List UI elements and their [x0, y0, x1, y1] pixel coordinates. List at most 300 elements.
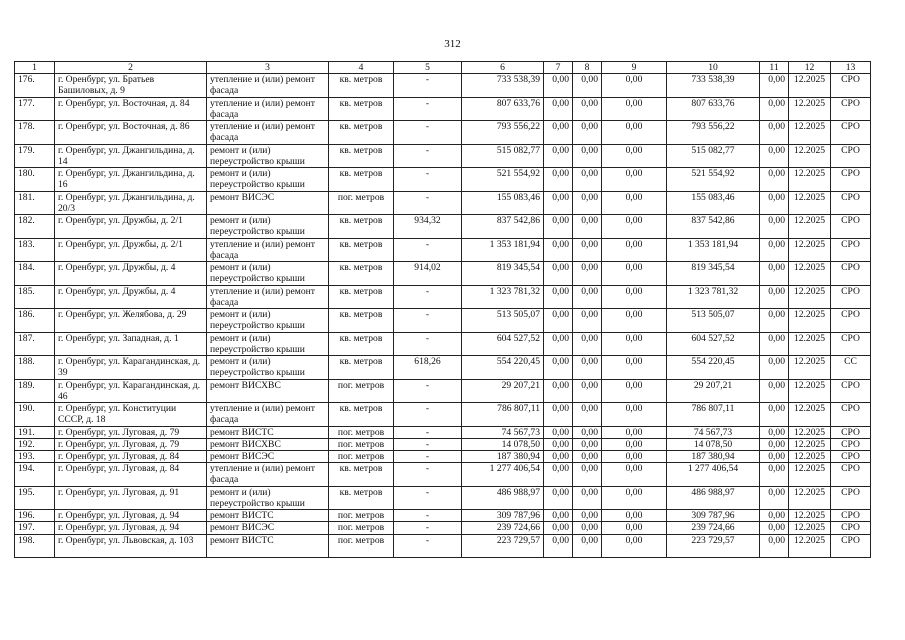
unit-cell: кв. метров	[329, 168, 394, 192]
deadline-cell: 12.2025	[789, 438, 831, 450]
column-header: 8	[573, 62, 602, 74]
fund-cell: 0,00	[760, 332, 789, 356]
fund-cell: 0,00	[573, 356, 602, 380]
fund-cell: 0,00	[760, 262, 789, 286]
owner-funds-cell: 239 724,66	[667, 522, 760, 534]
row-number: 186.	[15, 309, 55, 333]
row-number: 190.	[15, 403, 55, 427]
unit-cell: кв. метров	[329, 486, 394, 510]
method-cell: СРО	[831, 522, 871, 534]
row-number: 192.	[15, 438, 55, 450]
unit-cell: пог. метров	[329, 510, 394, 522]
method-cell: СРО	[831, 238, 871, 262]
fund-cell: 0,00	[760, 438, 789, 450]
column-header: 4	[329, 62, 394, 74]
fund-cell: 0,00	[544, 309, 573, 333]
unit-cell: пог. метров	[329, 379, 394, 403]
work-type-cell: утепление и (или) ремонт фасада	[207, 121, 329, 145]
fund-cell: 0,00	[760, 379, 789, 403]
total-cost-cell: 74 567,73	[462, 426, 544, 438]
row-number: 183.	[15, 238, 55, 262]
table-row	[15, 356, 871, 380]
fund-cell: 0,00	[602, 510, 667, 522]
table-row	[15, 121, 871, 145]
fund-cell: 0,00	[760, 168, 789, 192]
fund-cell: 0,00	[573, 438, 602, 450]
quantity-cell: -	[394, 191, 462, 215]
fund-cell: 0,00	[760, 450, 789, 462]
deadline-cell: 12.2025	[789, 486, 831, 510]
fund-cell: 0,00	[602, 285, 667, 309]
table-row	[15, 285, 871, 309]
fund-cell: 0,00	[573, 238, 602, 262]
work-type-cell: ремонт и (или) переустройство крыши	[207, 309, 329, 333]
owner-funds-cell: 1 353 181,94	[667, 238, 760, 262]
fund-cell: 0,00	[760, 510, 789, 522]
address-cell: г. Оренбург, ул. Братьев Башиловых, д. 9	[55, 74, 207, 98]
row-number: 194.	[15, 463, 55, 487]
address-cell: г. Оренбург, ул. Желябова, д. 29	[55, 309, 207, 333]
work-type-cell: ремонт ВИСТС	[207, 426, 329, 438]
fund-cell: 0,00	[602, 379, 667, 403]
unit-cell: кв. метров	[329, 74, 394, 98]
owner-funds-cell: 223 729,57	[667, 534, 760, 558]
header-row	[15, 62, 871, 74]
owner-funds-cell: 29 207,21	[667, 379, 760, 403]
fund-cell: 0,00	[602, 426, 667, 438]
work-type-cell: ремонт и (или) переустройство крыши	[207, 168, 329, 192]
row-number: 177.	[15, 97, 55, 121]
deadline-cell: 12.2025	[789, 285, 831, 309]
total-cost-cell: 223 729,57	[462, 534, 544, 558]
fund-cell: 0,00	[573, 215, 602, 239]
fund-cell: 0,00	[573, 332, 602, 356]
total-cost-cell: 1 323 781,32	[462, 285, 544, 309]
total-cost-cell: 786 807,11	[462, 403, 544, 427]
deadline-cell: 12.2025	[789, 74, 831, 98]
fund-cell: 0,00	[760, 74, 789, 98]
work-type-cell: утепление и (или) ремонт фасада	[207, 97, 329, 121]
total-cost-cell: 521 554,92	[462, 168, 544, 192]
unit-cell: кв. метров	[329, 356, 394, 380]
address-cell: г. Оренбург, ул. Карагандинская, д. 46	[55, 379, 207, 403]
table-row	[15, 486, 871, 510]
method-cell: СРО	[831, 332, 871, 356]
method-cell: СРО	[831, 463, 871, 487]
method-cell: СРО	[831, 309, 871, 333]
quantity-cell: -	[394, 403, 462, 427]
quantity-cell: -	[394, 426, 462, 438]
column-header: 1	[15, 62, 55, 74]
fund-cell: 0,00	[760, 534, 789, 558]
row-number: 179.	[15, 144, 55, 168]
fund-cell: 0,00	[602, 463, 667, 487]
fund-cell: 0,00	[573, 403, 602, 427]
owner-funds-cell: 187 380,94	[667, 450, 760, 462]
work-type-cell: ремонт и (или) переустройство крыши	[207, 215, 329, 239]
unit-cell: пог. метров	[329, 426, 394, 438]
unit-cell: пог. метров	[329, 438, 394, 450]
address-cell: г. Оренбург, ул. Львовская, д. 103	[55, 534, 207, 558]
address-cell: г. Оренбург, ул. Луговая, д. 94	[55, 510, 207, 522]
method-cell: СРО	[831, 510, 871, 522]
address-cell: г. Оренбург, ул. Луговая, д. 84	[55, 463, 207, 487]
quantity-cell: -	[394, 522, 462, 534]
row-number: 197.	[15, 522, 55, 534]
deadline-cell: 12.2025	[789, 215, 831, 239]
unit-cell: кв. метров	[329, 97, 394, 121]
address-cell: г. Оренбург, ул. Джангильдина, д. 16	[55, 168, 207, 192]
fund-cell: 0,00	[602, 262, 667, 286]
work-type-cell: утепление и (или) ремонт фасада	[207, 285, 329, 309]
owner-funds-cell: 155 083,46	[667, 191, 760, 215]
table-row	[15, 168, 871, 192]
column-header: 3	[207, 62, 329, 74]
fund-cell: 0,00	[760, 144, 789, 168]
row-number: 181.	[15, 191, 55, 215]
fund-cell: 0,00	[602, 309, 667, 333]
unit-cell: пог. метров	[329, 191, 394, 215]
fund-cell: 0,00	[544, 74, 573, 98]
address-cell: г. Оренбург, ул. Луговая, д. 84	[55, 450, 207, 462]
method-cell: СРО	[831, 486, 871, 510]
fund-cell: 0,00	[544, 426, 573, 438]
address-cell: г. Оренбург, ул. Луговая, д. 79	[55, 438, 207, 450]
fund-cell: 0,00	[602, 97, 667, 121]
table-row	[15, 191, 871, 215]
fund-cell: 0,00	[573, 463, 602, 487]
table-row	[15, 522, 871, 534]
work-type-cell: ремонт и (или) переустройство крыши	[207, 332, 329, 356]
table-row	[15, 379, 871, 403]
work-type-cell: ремонт ВИСЭС	[207, 450, 329, 462]
fund-cell: 0,00	[544, 379, 573, 403]
quantity-cell: -	[394, 121, 462, 145]
work-type-cell: утепление и (или) ремонт фасада	[207, 463, 329, 487]
owner-funds-cell: 14 078,50	[667, 438, 760, 450]
unit-cell: кв. метров	[329, 262, 394, 286]
row-number: 182.	[15, 215, 55, 239]
fund-cell: 0,00	[760, 463, 789, 487]
table-row	[15, 510, 871, 522]
fund-cell: 0,00	[544, 438, 573, 450]
fund-cell: 0,00	[544, 522, 573, 534]
unit-cell: пог. метров	[329, 522, 394, 534]
fund-cell: 0,00	[602, 238, 667, 262]
unit-cell: кв. метров	[329, 463, 394, 487]
fund-cell: 0,00	[573, 121, 602, 145]
row-number: 180.	[15, 168, 55, 192]
fund-cell: 0,00	[760, 285, 789, 309]
fund-cell: 0,00	[602, 450, 667, 462]
fund-cell: 0,00	[544, 510, 573, 522]
fund-cell: 0,00	[760, 215, 789, 239]
fund-cell: 0,00	[544, 534, 573, 558]
fund-cell: 0,00	[544, 191, 573, 215]
fund-cell: 0,00	[544, 356, 573, 380]
fund-cell: 0,00	[573, 450, 602, 462]
deadline-cell: 12.2025	[789, 309, 831, 333]
fund-cell: 0,00	[544, 144, 573, 168]
deadline-cell: 12.2025	[789, 168, 831, 192]
deadline-cell: 12.2025	[789, 356, 831, 380]
fund-cell: 0,00	[760, 356, 789, 380]
deadline-cell: 12.2025	[789, 97, 831, 121]
method-cell: СРО	[831, 379, 871, 403]
total-cost-cell: 187 380,94	[462, 450, 544, 462]
fund-cell: 0,00	[760, 403, 789, 427]
owner-funds-cell: 793 556,22	[667, 121, 760, 145]
work-type-cell: ремонт и (или) переустройство крыши	[207, 356, 329, 380]
table-row	[15, 534, 871, 558]
address-cell: г. Оренбург, ул. Восточная, д. 84	[55, 97, 207, 121]
owner-funds-cell: 1 277 406,54	[667, 463, 760, 487]
fund-cell: 0,00	[602, 121, 667, 145]
method-cell: СРО	[831, 168, 871, 192]
total-cost-cell: 14 078,50	[462, 438, 544, 450]
deadline-cell: 12.2025	[789, 262, 831, 286]
quantity-cell: -	[394, 438, 462, 450]
fund-cell: 0,00	[573, 510, 602, 522]
row-number: 198.	[15, 534, 55, 558]
total-cost-cell: 1 277 406,54	[462, 463, 544, 487]
fund-cell: 0,00	[544, 215, 573, 239]
quantity-cell: -	[394, 285, 462, 309]
owner-funds-cell: 309 787,96	[667, 510, 760, 522]
work-type-cell: ремонт ВИСТС	[207, 534, 329, 558]
fund-cell: 0,00	[544, 450, 573, 462]
fund-cell: 0,00	[573, 379, 602, 403]
unit-cell: кв. метров	[329, 144, 394, 168]
work-type-cell: ремонт и (или) переустройство крыши	[207, 262, 329, 286]
quantity-cell: -	[394, 534, 462, 558]
method-cell: СРО	[831, 144, 871, 168]
work-type-cell: ремонт ВИСХВС	[207, 438, 329, 450]
fund-cell: 0,00	[573, 74, 602, 98]
fund-cell: 0,00	[573, 522, 602, 534]
owner-funds-cell: 786 807,11	[667, 403, 760, 427]
total-cost-cell: 837 542,86	[462, 215, 544, 239]
unit-cell: пог. метров	[329, 450, 394, 462]
method-cell: СРО	[831, 215, 871, 239]
total-cost-cell: 513 505,07	[462, 309, 544, 333]
owner-funds-cell: 604 527,52	[667, 332, 760, 356]
fund-cell: 0,00	[544, 97, 573, 121]
row-number: 176.	[15, 74, 55, 98]
method-cell: СС	[831, 356, 871, 380]
unit-cell: кв. метров	[329, 332, 394, 356]
table-row	[15, 238, 871, 262]
total-cost-cell: 819 345,54	[462, 262, 544, 286]
deadline-cell: 12.2025	[789, 191, 831, 215]
column-header: 13	[831, 62, 871, 74]
fund-cell: 0,00	[573, 486, 602, 510]
fund-cell: 0,00	[602, 191, 667, 215]
address-cell: г. Оренбург, ул. Дружбы, д. 4	[55, 262, 207, 286]
quantity-cell: -	[394, 486, 462, 510]
total-cost-cell: 239 724,66	[462, 522, 544, 534]
fund-cell: 0,00	[602, 438, 667, 450]
fund-cell: 0,00	[760, 426, 789, 438]
total-cost-cell: 515 082,77	[462, 144, 544, 168]
table-row	[15, 332, 871, 356]
quantity-cell: -	[394, 463, 462, 487]
deadline-cell: 12.2025	[789, 238, 831, 262]
total-cost-cell: 554 220,45	[462, 356, 544, 380]
column-header: 6	[462, 62, 544, 74]
fund-cell: 0,00	[602, 403, 667, 427]
deadline-cell: 12.2025	[789, 534, 831, 558]
fund-cell: 0,00	[544, 168, 573, 192]
row-number: 184.	[15, 262, 55, 286]
fund-cell: 0,00	[573, 97, 602, 121]
fund-cell: 0,00	[760, 309, 789, 333]
deadline-cell: 12.2025	[789, 121, 831, 145]
fund-cell: 0,00	[544, 285, 573, 309]
owner-funds-cell: 1 323 781,32	[667, 285, 760, 309]
unit-cell: кв. метров	[329, 215, 394, 239]
row-number: 188.	[15, 356, 55, 380]
deadline-cell: 12.2025	[789, 426, 831, 438]
method-cell: СРО	[831, 450, 871, 462]
deadline-cell: 12.2025	[789, 463, 831, 487]
method-cell: СРО	[831, 534, 871, 558]
fund-cell: 0,00	[544, 486, 573, 510]
address-cell: г. Оренбург, ул. Джангильдина, д. 14	[55, 144, 207, 168]
total-cost-cell: 807 633,76	[462, 97, 544, 121]
deadline-cell: 12.2025	[789, 450, 831, 462]
fund-cell: 0,00	[544, 463, 573, 487]
quantity-cell: -	[394, 238, 462, 262]
total-cost-cell: 486 988,97	[462, 486, 544, 510]
work-type-cell: ремонт ВИСТС	[207, 510, 329, 522]
table-row	[15, 463, 871, 487]
method-cell: СРО	[831, 438, 871, 450]
method-cell: СРО	[831, 97, 871, 121]
work-type-cell: ремонт ВИСЭС	[207, 191, 329, 215]
deadline-cell: 12.2025	[789, 522, 831, 534]
address-cell: г. Оренбург, ул. Конституции СССР, д. 18	[55, 403, 207, 427]
row-number: 178.	[15, 121, 55, 145]
fund-cell: 0,00	[760, 522, 789, 534]
total-cost-cell: 733 538,39	[462, 74, 544, 98]
method-cell: СРО	[831, 403, 871, 427]
total-cost-cell: 604 527,52	[462, 332, 544, 356]
unit-cell: кв. метров	[329, 309, 394, 333]
fund-cell: 0,00	[573, 262, 602, 286]
address-cell: г. Оренбург, ул. Западная, д. 1	[55, 332, 207, 356]
table-row	[15, 450, 871, 462]
fund-cell: 0,00	[573, 168, 602, 192]
table-row	[15, 262, 871, 286]
table-row	[15, 74, 871, 98]
fund-cell: 0,00	[760, 121, 789, 145]
fund-cell: 0,00	[573, 285, 602, 309]
fund-cell: 0,00	[602, 522, 667, 534]
quantity-cell: -	[394, 168, 462, 192]
address-cell: г. Оренбург, ул. Луговая, д. 79	[55, 426, 207, 438]
method-cell: СРО	[831, 74, 871, 98]
fund-cell: 0,00	[573, 309, 602, 333]
fund-cell: 0,00	[602, 486, 667, 510]
work-type-cell: утепление и (или) ремонт фасада	[207, 74, 329, 98]
column-header: 5	[394, 62, 462, 74]
unit-cell: кв. метров	[329, 403, 394, 427]
row-number: 191.	[15, 426, 55, 438]
quantity-cell: -	[394, 74, 462, 98]
work-type-cell: утепление и (или) ремонт фасада	[207, 403, 329, 427]
fund-cell: 0,00	[602, 332, 667, 356]
fund-cell: 0,00	[602, 356, 667, 380]
row-number: 196.	[15, 510, 55, 522]
quantity-cell: -	[394, 97, 462, 121]
owner-funds-cell: 515 082,77	[667, 144, 760, 168]
fund-cell: 0,00	[760, 486, 789, 510]
fund-cell: 0,00	[544, 332, 573, 356]
table-row	[15, 426, 871, 438]
row-number: 195.	[15, 486, 55, 510]
owner-funds-cell: 521 554,92	[667, 168, 760, 192]
address-cell: г. Оренбург, ул. Джангильдина, д. 20/3	[55, 191, 207, 215]
page-number: 312	[444, 38, 461, 50]
total-cost-cell: 155 083,46	[462, 191, 544, 215]
owner-funds-cell: 554 220,45	[667, 356, 760, 380]
fund-cell: 0,00	[544, 238, 573, 262]
work-type-cell: утепление и (или) ремонт фасада	[207, 238, 329, 262]
method-cell: СРО	[831, 191, 871, 215]
owner-funds-cell: 807 633,76	[667, 97, 760, 121]
fund-cell: 0,00	[573, 144, 602, 168]
method-cell: СРО	[831, 121, 871, 145]
unit-cell: пог. метров	[329, 534, 394, 558]
column-header: 9	[602, 62, 667, 74]
deadline-cell: 12.2025	[789, 510, 831, 522]
table-row	[15, 403, 871, 427]
row-number: 193.	[15, 450, 55, 462]
work-type-cell: ремонт и (или) переустройство крыши	[207, 144, 329, 168]
address-cell: г. Оренбург, ул. Карагандинская, д. 39	[55, 356, 207, 380]
address-cell: г. Оренбург, ул. Луговая, д. 91	[55, 486, 207, 510]
quantity-cell: 914,02	[394, 262, 462, 286]
fund-cell: 0,00	[760, 238, 789, 262]
row-number: 185.	[15, 285, 55, 309]
address-cell: г. Оренбург, ул. Дружбы, д. 2/1	[55, 238, 207, 262]
deadline-cell: 12.2025	[789, 379, 831, 403]
column-header: 2	[55, 62, 207, 74]
fund-cell: 0,00	[544, 121, 573, 145]
method-cell: СРО	[831, 285, 871, 309]
owner-funds-cell: 819 345,54	[667, 262, 760, 286]
table-row	[15, 309, 871, 333]
quantity-cell: 934,32	[394, 215, 462, 239]
unit-cell: кв. метров	[329, 238, 394, 262]
fund-cell: 0,00	[602, 534, 667, 558]
owner-funds-cell: 74 567,73	[667, 426, 760, 438]
total-cost-cell: 793 556,22	[462, 121, 544, 145]
fund-cell: 0,00	[602, 168, 667, 192]
work-type-cell: ремонт ВИСХВС	[207, 379, 329, 403]
quantity-cell: -	[394, 144, 462, 168]
capital-repair-table	[14, 61, 871, 558]
column-header: 12	[789, 62, 831, 74]
quantity-cell: -	[394, 510, 462, 522]
address-cell: г. Оренбург, ул. Луговая, д. 94	[55, 522, 207, 534]
row-number: 187.	[15, 332, 55, 356]
quantity-cell: -	[394, 379, 462, 403]
unit-cell: кв. метров	[329, 285, 394, 309]
method-cell: СРО	[831, 262, 871, 286]
deadline-cell: 12.2025	[789, 144, 831, 168]
